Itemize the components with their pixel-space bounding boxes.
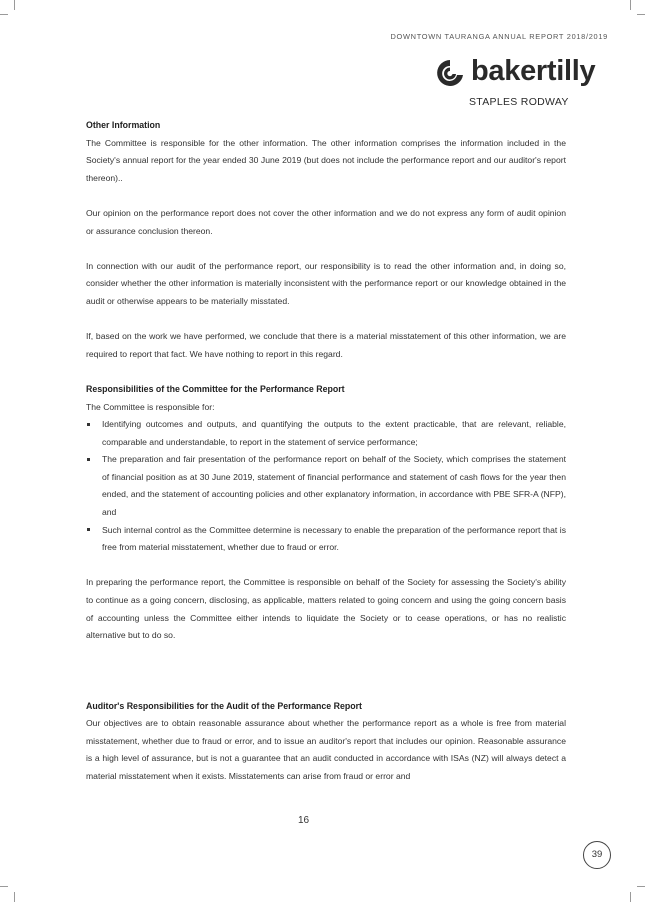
list-item: Such internal control as the Committee determine is necessary to enable the preparation of the performance report that is free from material misstatement, whether due to fraud or error.: [86, 522, 566, 557]
logo-brand-name: bakertilly: [471, 55, 596, 87]
list-item: The preparation and fair presentation of the performance report on behalf of the Society, which comprises the statement of financial position as at 30 June 2019, statement of financial performance and statement of cash flows for the year then ended, and the statement of accounting policies and other explanatory information, in accordance with PBE SFR-A (NFP), and: [86, 451, 566, 521]
page-number: 16: [298, 815, 310, 826]
other-information-paragraph: In connection with our audit of the performance report, our responsibility is to read the other information and, in doing so, consider whether the other information is materially inconsistent with the performance report or our knowledge obtained in the audit or otherwise appears to be materially misstated.: [86, 260, 566, 306]
other-information-paragraph: The Committee is responsible for the other information. The other information comprises the information included in the Society's annual report for the year ended 30 June 2019 (but does not include the performance report and our auditor's report thereon)..: [86, 137, 566, 183]
crop-mark-top-left: [14, 0, 15, 10]
other-information-paragraph: If, based on the work we have performed, we conclude that there is a material misstatement of this other information, we are required to report that fact. We have nothing to report in this regard.: [86, 331, 566, 359]
crop-mark-bottom-right-h: [637, 886, 645, 887]
other-information-heading: Other Information: [86, 120, 161, 130]
crop-mark-bottom-right: [630, 892, 631, 902]
committee-responsibilities-intro: The Committee is responsible for:: [86, 401, 215, 412]
committee-responsibilities-heading: Responsibilities of the Committee for the Performance Report: [86, 383, 345, 394]
committee-responsibilities-list: [86, 416, 566, 557]
logo-subtitle: STAPLES RODWAY: [469, 96, 569, 108]
crop-mark-top-right-h: [637, 14, 645, 15]
auditor-responsibilities-paragraph: Our objectives are to obtain reasonable assurance about whether the performance report as a whole is free from material misstatement, whether due to fraud or error, and to issue an auditor's report that includes our opinion. Reasonable assurance is a high level of assurance, but is not a guarantee that an audit conducted in accordance with ISAs (NZ) will always detect a material misstatement when it exists. Misstatements can arise from fraud or error and: [86, 718, 566, 781]
list-item: Identifying outcomes and outputs, and quantifying the outputs to the extent practicable, that are relevant, reliable, comparable and understandable, to report in the statement of service performance;: [86, 416, 566, 451]
bakertilly-logo: [434, 55, 604, 115]
other-information-paragraph: Our opinion on the performance report does not cover the other information and we do not express any form of audit opinion or assurance conclusion thereon.: [86, 207, 566, 236]
report-body: [86, 117, 566, 786]
crop-mark-bottom-left: [14, 892, 15, 902]
document-page-number-badge: 39: [583, 841, 611, 869]
report-header: DOWNTOWN TAURANGA ANNUAL REPORT 2018/2019: [390, 32, 608, 41]
crop-mark-top-left-h: [0, 14, 8, 15]
crop-mark-bottom-left-h: [0, 886, 8, 887]
baker-tilly-swirl-icon: [434, 58, 466, 88]
crop-mark-top-right: [630, 0, 631, 10]
auditor-responsibilities-heading: Auditor's Responsibilities for the Audit of the Performance Report: [86, 700, 362, 711]
committee-going-concern-paragraph: In preparing the performance report, the Committee is responsible on behalf of the Society for assessing the Society's ability to continue as a going concern, disclosing, as applicable, matters related to going concern and using the going concern basis of accounting unless the Committee either intends to liquidate the Society or to cease operations, or has no realistic alternative but to do so.: [86, 577, 566, 641]
